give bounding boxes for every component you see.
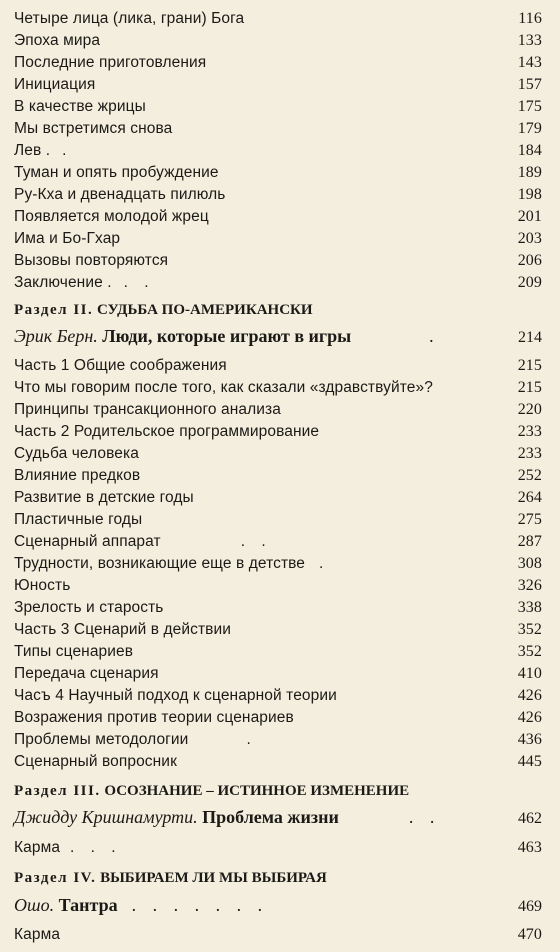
toc-entry bbox=[14, 709, 542, 727]
section-title: СУДЬБА ПО-АМЕРИКАНСКИ bbox=[97, 302, 313, 318]
book-entry bbox=[14, 807, 542, 828]
toc-entry bbox=[14, 555, 542, 573]
toc-entry bbox=[14, 76, 542, 94]
entry-page: 206 bbox=[517, 252, 542, 269]
book-author: Ошо. bbox=[14, 895, 55, 915]
entry-title: Туман и опять пробуждение bbox=[14, 164, 219, 181]
entry-page: 184 bbox=[517, 142, 542, 159]
entry-page: 233 bbox=[517, 423, 542, 440]
entry-title: Вызовы повторяются bbox=[14, 252, 169, 269]
toc-entry bbox=[14, 230, 542, 248]
entry-title: Юность bbox=[14, 577, 71, 594]
entry-page: 326 bbox=[517, 577, 542, 594]
entry-title: Судьба человека bbox=[14, 445, 139, 462]
section-label: Раздел III. bbox=[14, 783, 101, 799]
toc-entry bbox=[14, 208, 542, 226]
entry-title: Инициация bbox=[14, 76, 96, 93]
toc-entry bbox=[14, 665, 542, 683]
toc-entry bbox=[14, 32, 542, 50]
toc-entry bbox=[14, 467, 542, 485]
entry-title: Четыре лица (лика, грани) Бога bbox=[14, 10, 245, 27]
entry-page: 157 bbox=[517, 76, 542, 93]
entry-page: 462 bbox=[518, 810, 542, 827]
toc-entry bbox=[14, 926, 542, 944]
entry-title: Развитие в детские годы bbox=[14, 489, 194, 506]
entry-title: Возражения против теории сценариев bbox=[14, 709, 294, 726]
entry-page: 233 bbox=[517, 445, 542, 462]
entry-title: Типы сценариев bbox=[14, 643, 134, 660]
leader-dots: . bbox=[62, 142, 73, 159]
leader-dots: . . bbox=[123, 274, 155, 291]
entry-page: 463 bbox=[517, 839, 542, 856]
book-entry bbox=[14, 895, 542, 916]
toc-entry bbox=[14, 164, 542, 182]
toc-entry bbox=[14, 401, 542, 419]
entry-page: 220 bbox=[517, 401, 542, 418]
entry-title: Мы встретимся снова bbox=[14, 120, 173, 137]
entry-title: Часъ 4 Научный подход к сценарной теории bbox=[14, 687, 337, 704]
entry-title: В качестве жрицы bbox=[14, 98, 146, 115]
entry-title: Трудности, возникающие еще в детстве bbox=[14, 555, 306, 572]
toc-entry bbox=[14, 142, 542, 160]
toc-entry bbox=[14, 186, 542, 204]
entry-title: Принципы трансакционного анализа bbox=[14, 401, 281, 418]
entry-page: 352 bbox=[517, 643, 542, 660]
entry-page: 116 bbox=[518, 10, 542, 27]
section-title: ОСОЗНАНИЕ – ИСТИННОЕ ИЗМЕНЕНИЕ bbox=[104, 783, 410, 799]
leader-dots: . . . . . . . bbox=[131, 895, 269, 915]
entry-page: 133 bbox=[517, 32, 542, 49]
entry-page: 426 bbox=[517, 709, 542, 726]
entry-title: Заключение . bbox=[14, 274, 112, 291]
leader-dots: . bbox=[429, 326, 440, 346]
section-label: Раздел IV. bbox=[14, 870, 97, 886]
entry-page: 203 bbox=[517, 230, 542, 247]
entry-title: Эпоха мира bbox=[14, 32, 101, 49]
toc-entry bbox=[14, 599, 542, 617]
toc-entry bbox=[14, 643, 542, 661]
toc-entry bbox=[14, 252, 542, 270]
entry-page: 214 bbox=[518, 329, 542, 346]
entry-title: Проблемы методологии bbox=[14, 731, 189, 748]
leader-dots: . bbox=[246, 731, 257, 748]
entry-page: 287 bbox=[517, 533, 542, 550]
entry-title: Последние приготовления bbox=[14, 54, 207, 71]
toc-entry bbox=[14, 10, 542, 28]
toc-entry bbox=[14, 120, 542, 138]
entry-page: 308 bbox=[517, 555, 542, 572]
section-title: ВЫБИРАЕМ ЛИ МЫ ВЫБИРАЯ bbox=[100, 870, 327, 886]
section-heading bbox=[14, 870, 542, 887]
entry-page: 179 bbox=[517, 120, 542, 137]
entry-page: 209 bbox=[517, 274, 542, 291]
book-author: Джидду Кришнамурти. bbox=[14, 807, 198, 827]
book-title: Проблема жизни bbox=[202, 807, 339, 827]
entry-page: 426 bbox=[517, 687, 542, 704]
entry-title: Часть 2 Родительское программирование bbox=[14, 423, 320, 440]
toc-entry bbox=[14, 379, 542, 397]
section-label: Раздел II. bbox=[14, 302, 94, 318]
entry-title: Появляется молодой жрец bbox=[14, 208, 209, 225]
section-heading bbox=[14, 302, 542, 319]
entry-page: 445 bbox=[517, 753, 542, 770]
book-entry bbox=[14, 326, 542, 347]
entry-title: Что мы говорим после того, как сказали «здравствуйте»? bbox=[14, 379, 433, 396]
entry-title: Лев . bbox=[14, 142, 51, 159]
toc-entry bbox=[14, 731, 542, 749]
entry-page: 215 bbox=[517, 379, 542, 396]
entry-title: Има и Бо-Гхар bbox=[14, 230, 121, 247]
entry-title: Сценарный вопросник bbox=[14, 753, 177, 770]
entry-title: Ру-Кха и двенадцать пилюль bbox=[14, 186, 226, 203]
entry-page: 338 bbox=[517, 599, 542, 616]
toc-entry bbox=[14, 445, 542, 463]
entry-page: 198 bbox=[517, 186, 542, 203]
section-heading bbox=[14, 783, 542, 800]
toc-entry bbox=[14, 54, 542, 72]
entry-title: Карма bbox=[14, 839, 61, 856]
entry-page: 143 bbox=[517, 54, 542, 71]
toc-entry bbox=[14, 489, 542, 507]
entry-page: 275 bbox=[517, 511, 542, 528]
book-title: Тантра bbox=[58, 895, 118, 915]
entry-title: Часть 3 Сценарий в действии bbox=[14, 621, 232, 638]
entry-title: Пластичные годы bbox=[14, 511, 143, 528]
entry-page: 201 bbox=[517, 208, 542, 225]
entry-page: 410 bbox=[517, 665, 542, 682]
toc-entry bbox=[14, 511, 542, 529]
entry-page: 189 bbox=[517, 164, 542, 181]
entry-page: 252 bbox=[517, 467, 542, 484]
toc-entry bbox=[14, 753, 542, 771]
entry-page: 436 bbox=[517, 731, 542, 748]
toc-entry bbox=[14, 621, 542, 639]
entry-title: Передача сценария bbox=[14, 665, 159, 682]
toc-entry bbox=[14, 423, 542, 441]
toc-entry bbox=[14, 357, 542, 375]
toc-entry bbox=[14, 839, 542, 857]
entry-title: Влияние предков bbox=[14, 467, 141, 484]
toc-entry bbox=[14, 577, 542, 595]
entry-page: 470 bbox=[517, 926, 542, 943]
leader-dots: . bbox=[319, 555, 330, 572]
book-author: Эрик Берн. bbox=[14, 326, 98, 346]
leader-dots: . . . bbox=[70, 839, 122, 856]
entry-page: 175 bbox=[517, 98, 542, 115]
leader-dots: . . bbox=[408, 807, 441, 827]
entry-page: 264 bbox=[517, 489, 542, 506]
entry-page: 469 bbox=[518, 898, 542, 915]
entry-page: 215 bbox=[517, 357, 542, 374]
toc-entry bbox=[14, 98, 542, 116]
toc-entry bbox=[14, 687, 542, 705]
entry-title: Карма bbox=[14, 926, 61, 943]
toc-entry bbox=[14, 533, 542, 551]
toc-entry bbox=[14, 274, 542, 292]
entry-title: Сценарный аппарат bbox=[14, 533, 161, 550]
entry-title: Зрелость и старость bbox=[14, 599, 164, 616]
entry-title: Часть 1 Общие соображения bbox=[14, 357, 227, 374]
book-title: Люди, которые играют в игры bbox=[102, 326, 352, 346]
entry-page: 352 bbox=[517, 621, 542, 638]
leader-dots: . . bbox=[240, 533, 272, 550]
